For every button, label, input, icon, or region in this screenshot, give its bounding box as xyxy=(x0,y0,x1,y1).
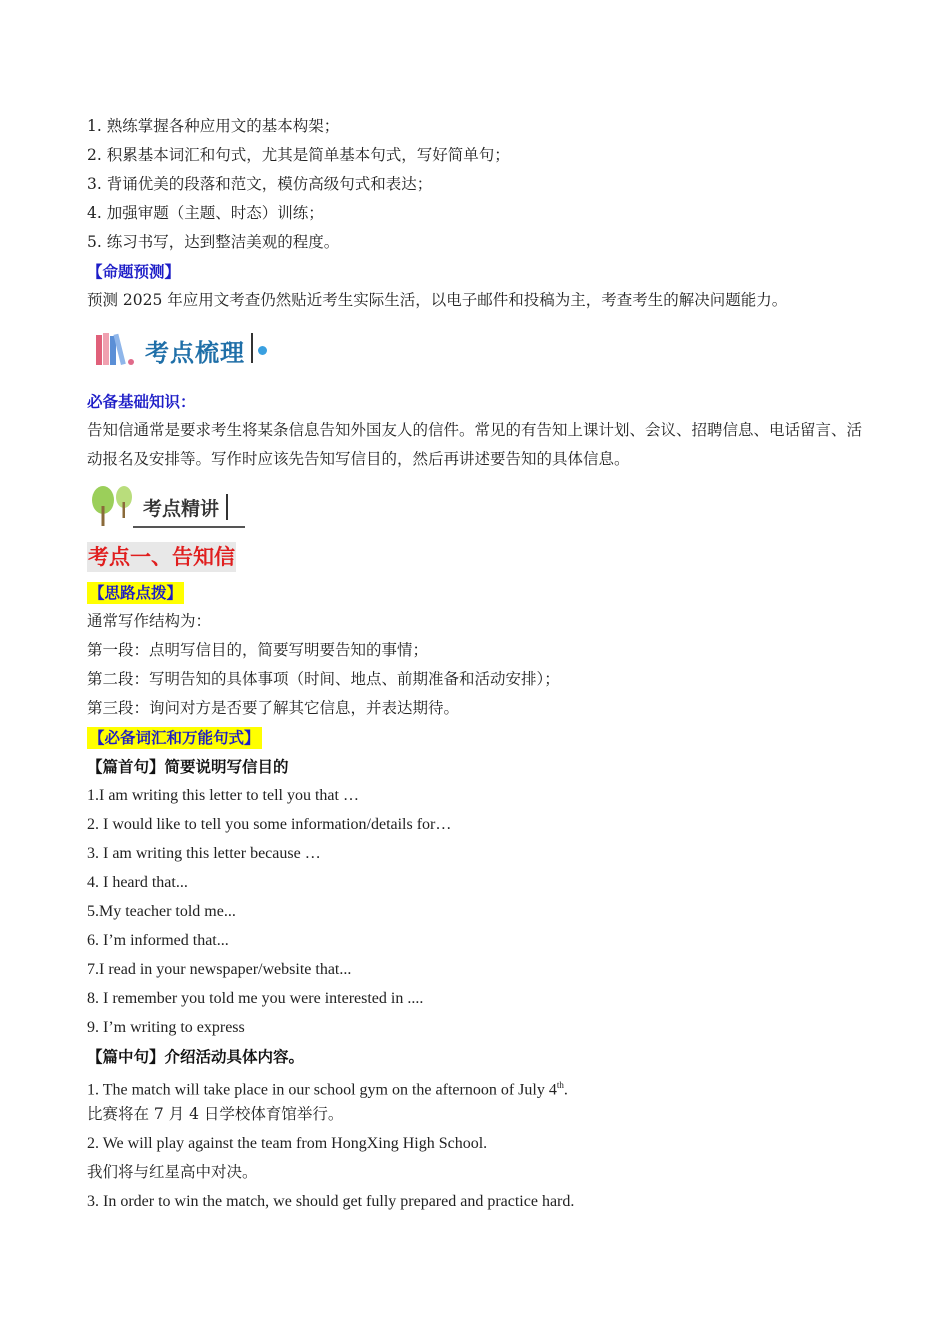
opening-sentences xyxy=(87,781,877,1042)
banner-title: 考点精讲 xyxy=(143,498,220,520)
structure-line: 第二段：写明告知的具体事项（时间、地点、前期准备和活动安排）； xyxy=(87,670,560,688)
tip-item: 2. 积累基本词汇和句式，尤其是简单基本句式，写好简单句； xyxy=(87,146,510,164)
structure-line: 第一段：点明写信目的，简要写明要告知的事情； xyxy=(87,641,429,659)
banner-underline xyxy=(133,526,245,528)
middle-sentence-1 xyxy=(87,1071,877,1100)
key-points-banner xyxy=(87,321,877,379)
structure-line: 第三段：询问对方是否要了解其它信息，并表达期待。 xyxy=(87,699,460,717)
books-icon xyxy=(95,329,135,369)
opening-sentence: 7.I read in your newspaper/website that... xyxy=(87,961,352,978)
opening-sentence: 3. I am writing this letter because … xyxy=(87,845,321,862)
middle-sentence-3: 3. In order to win the match, we should get fully prepared and practice hard. xyxy=(87,1193,575,1210)
section-title: 考点一、告知信 xyxy=(87,542,236,572)
structure-line: 通常写作结构为： xyxy=(87,612,212,630)
tips-list xyxy=(87,112,877,257)
opening-sentence: 4. I heard that... xyxy=(87,874,188,891)
basics-text: 告知信通常是要求考生将某条信息告知外国友人的信件。常见的有告知上课计划、会议、招聘信息、电话留言、活动报名及安排等。写作时应该先告知写信目的，然后再讲述要告知的具体信息。 xyxy=(87,421,863,468)
tip-item: 4. 加强审题（主题、时态）训练； xyxy=(87,204,324,222)
key-explain-banner xyxy=(87,482,877,532)
middle-translation-2: 我们将与红星高中对决。 xyxy=(87,1163,258,1181)
vocab-heading-row xyxy=(87,723,877,752)
middle-sentence-end: . xyxy=(563,1081,568,1099)
middle-heading: 【篇中句】介绍活动具体内容。 xyxy=(87,1047,305,1066)
approach-heading: 【思路点拨】 xyxy=(89,583,183,602)
tip-item: 1. 熟练掌握各种应用文的基本构架； xyxy=(87,117,340,135)
banner-title: 考点梳理 xyxy=(145,339,245,367)
document-page xyxy=(87,112,877,1216)
approach-heading-row xyxy=(87,578,877,607)
middle-sentence-text: 1. The match will take place in our school gym on the afternoon of July 4 xyxy=(87,1081,557,1099)
opening-sentence: 6. I’m informed that... xyxy=(87,932,229,949)
opening-sentence: 2. I would like to tell you some information/details for… xyxy=(87,816,452,833)
opening-sentence: 8. I remember you told me you were interested in .... xyxy=(87,990,424,1007)
tip-item: 5. 练习书写，达到整洁美观的程度。 xyxy=(87,233,340,251)
text-cursor xyxy=(251,333,253,363)
ordinal-suffix: th xyxy=(556,1080,564,1090)
opening-heading: 【篇首句】简要说明写信目的 xyxy=(87,757,289,776)
prediction-text: 预测 2025 年应用文考查仍然贴近考生实际生活，以电子邮件和投稿为主，考查考生的解决问题能力。 xyxy=(87,291,788,309)
opening-sentence: 9. I’m writing to express xyxy=(87,1019,245,1036)
opening-sentence: 1.I am writing this letter to tell you that … xyxy=(87,787,359,804)
middle-sentence-2: 2. We will play against the team from HongXing High School. xyxy=(87,1135,488,1152)
middle-translation-1: 比赛将在 7 月 4 日学校体育馆举行。 xyxy=(87,1105,344,1123)
trees-icon xyxy=(89,484,135,528)
vocab-heading: 【必备词汇和万能句式】 xyxy=(89,728,260,747)
opening-sentence: 5.My teacher told me... xyxy=(87,903,236,920)
prediction-heading: 【命题预测】 xyxy=(87,262,181,281)
dot-icon xyxy=(258,346,267,355)
basics-heading: 必备基础知识： xyxy=(87,392,196,411)
text-cursor xyxy=(226,494,228,520)
tip-item: 3. 背诵优美的段落和范文，模仿高级句式和表达； xyxy=(87,175,433,193)
